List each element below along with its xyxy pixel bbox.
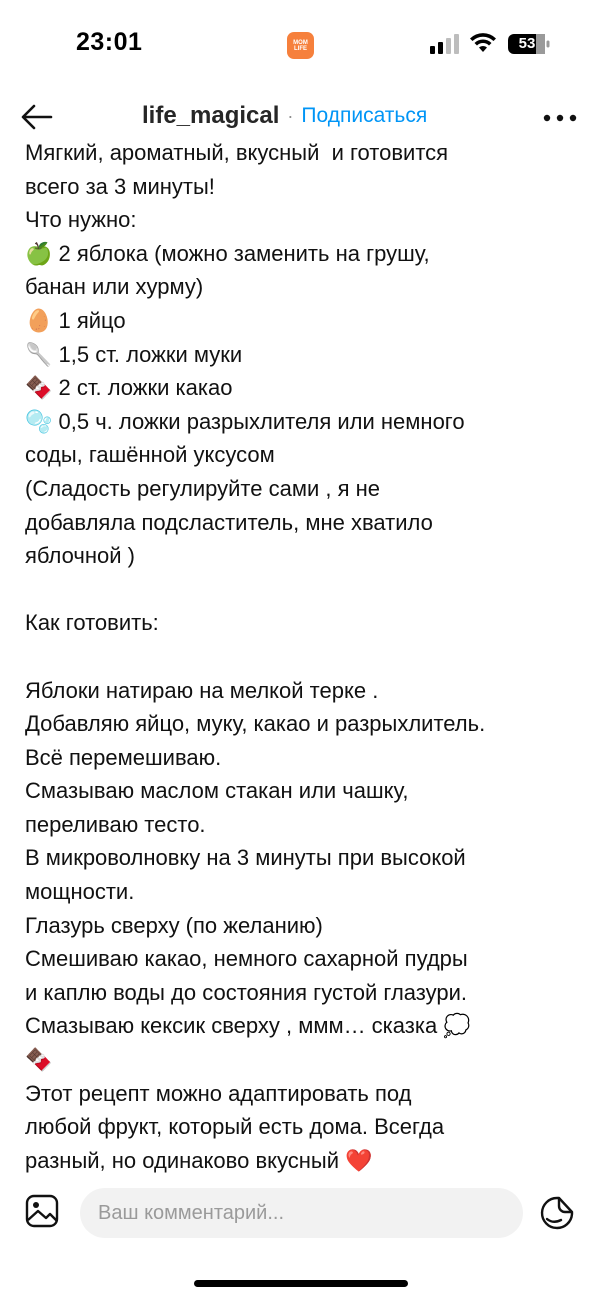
caption-line: Мягкий, ароматный, вкусный и готовится [25, 140, 449, 165]
caption-line: добавляла подсластитель, мне хватило [25, 509, 433, 535]
comment-bar [0, 1184, 600, 1244]
caption-line: 🍫 2 ст. ложки какао [25, 375, 233, 401]
cellular-signal-icon [430, 34, 460, 54]
subscribe-button[interactable]: Подписаться [301, 104, 428, 127]
caption-line: переливаю тесто. [25, 811, 206, 837]
more-options-icon[interactable] [543, 113, 577, 123]
gallery-icon[interactable] [25, 1194, 59, 1228]
status-time: 23:01 [76, 28, 143, 56]
caption-line: и каплю воды до состояния густой глазури. [25, 979, 468, 1005]
wifi-icon [469, 32, 497, 54]
caption-line: Яблоки натираю на мелкой терке . [25, 677, 379, 703]
post-caption [25, 136, 575, 1180]
caption-line: любой фрукт, который есть дома. Всегда [25, 1114, 445, 1140]
post-header [0, 96, 600, 140]
app-badge-text: MOM LIFE [293, 39, 308, 52]
username[interactable]: life_magical [142, 102, 280, 129]
caption-line: Что нужно: [25, 207, 137, 233]
caption-line: Смешиваю какао, немного сахарной пудры [25, 946, 468, 972]
caption-line: 🥄 1,5 ст. ложки муки [25, 341, 243, 367]
caption-line: Смазываю кексик сверху , ммм… сказка 💭 [25, 1013, 471, 1039]
caption-line: банан или хурму) [25, 274, 204, 300]
caption-line: Смазываю маслом стакан или чашку, [25, 778, 409, 804]
caption-line: всего за 3 минуты! [25, 173, 215, 199]
header-title-row [142, 102, 427, 130]
app-badge-icon [287, 32, 314, 59]
home-indicator[interactable] [194, 1280, 408, 1287]
caption-line: Добавляю яйцо, муку, какао и разрыхлитель. [25, 711, 486, 737]
caption-line: Глазурь сверху (по желанию) [25, 912, 323, 938]
caption-line: Всё перемешиваю. [25, 744, 222, 770]
caption-line: (Сладость регулируйте сами , я не [25, 475, 380, 501]
separator-dot: · [287, 105, 294, 126]
caption-line: разный, но одинаково вкусный ❤️ [25, 1147, 373, 1173]
battery-icon [508, 34, 550, 54]
caption-line: соды, гашённой уксусом [25, 442, 275, 468]
caption-line [25, 573, 575, 607]
sticker-icon[interactable] [539, 1196, 575, 1230]
caption-line: 🥚 1 яйцо [25, 307, 126, 333]
caption-line: В микроволновку на 3 минуты при высокой [25, 845, 466, 871]
caption-line: 🍏 2 яблока (можно заменить на грушу, [25, 240, 430, 266]
caption-line: Этот рецепт можно адаптировать под [25, 1080, 412, 1106]
status-bar [0, 0, 600, 90]
back-arrow-icon[interactable] [20, 102, 54, 132]
caption-line: мощности. [25, 879, 135, 905]
caption-line: Как готовить: [25, 610, 159, 636]
battery-level: 53 [518, 35, 536, 52]
comment-input[interactable] [80, 1188, 523, 1238]
caption-line: яблочной ) [25, 543, 135, 569]
caption-line: 🍫 [25, 1047, 53, 1073]
caption-line [25, 640, 575, 674]
caption-line: 🫧 0,5 ч. ложки разрыхлителя или немного [25, 408, 465, 434]
